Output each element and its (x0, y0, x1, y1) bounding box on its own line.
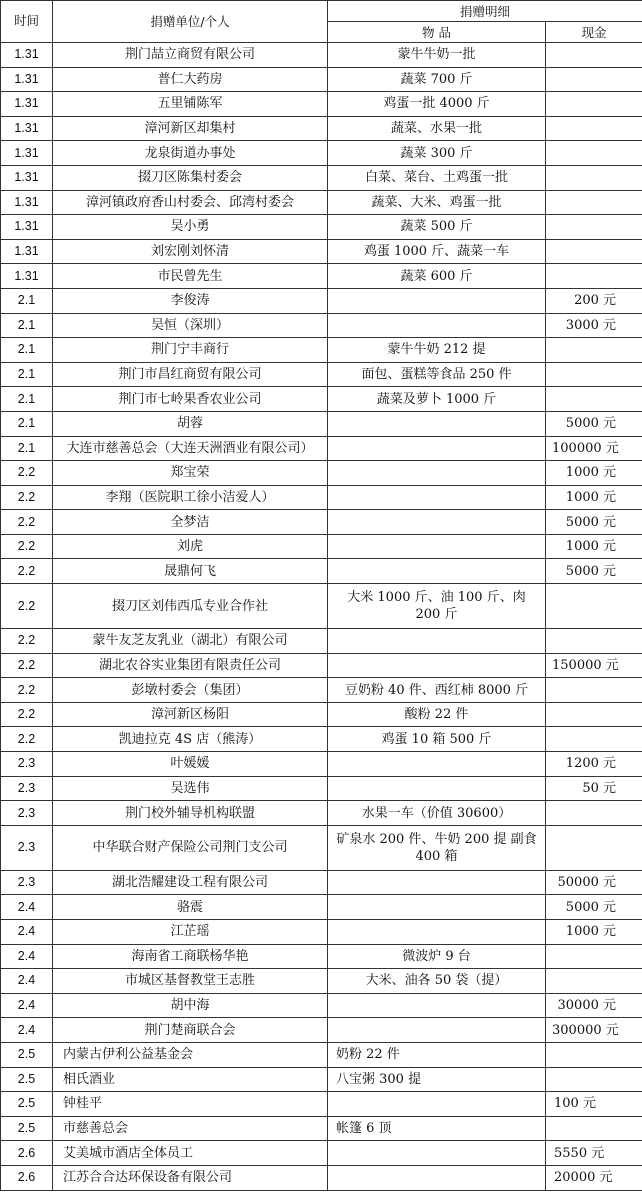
cell-cash (546, 629, 642, 654)
cell-time: 2.2 (1, 678, 53, 703)
cell-donor: 晟鼎何飞 (53, 559, 328, 584)
table-row (1, 165, 642, 190)
cell-cash: 30000 元 (546, 993, 642, 1018)
cell-donor: 普仁大药房 (53, 67, 328, 92)
cell-items: 蔬菜、大米、鸡蛋一批 (328, 190, 546, 215)
cell-donor: 荆门市昌红商贸有限公司 (53, 362, 328, 387)
cell-time: 2.4 (1, 993, 53, 1018)
cell-time: 2.4 (1, 1018, 53, 1043)
table-row (1, 362, 642, 387)
table-row (1, 288, 642, 313)
cell-cash: 50000 元 (546, 870, 642, 895)
cell-time: 2.5 (1, 1092, 53, 1117)
cell-donor: 相氏酒业 (53, 1067, 328, 1092)
cell-items (328, 1018, 546, 1043)
cell-items: 蔬菜及萝卜 1000 斤 (328, 387, 546, 412)
cell-items: 蔬菜 700 斤 (328, 67, 546, 92)
cell-time: 2.5 (1, 1116, 53, 1141)
cell-items: 白菜、菜台、土鸡蛋一批 (328, 165, 546, 190)
table-row (1, 870, 642, 895)
table-row (1, 485, 642, 510)
cell-donor: 荆门楚商联合会 (53, 1018, 328, 1043)
cell-donor: 掇刀区刘伟西瓜专业合作社 (53, 584, 328, 629)
cell-cash (546, 678, 642, 703)
cell-cash (546, 801, 642, 826)
cell-cash (546, 387, 642, 412)
cell-time: 2.1 (1, 387, 53, 412)
cell-items: 蔬菜、水果一批 (328, 116, 546, 141)
cell-time: 2.3 (1, 801, 53, 826)
cell-cash: 1000 元 (546, 485, 642, 510)
cell-cash: 5000 元 (546, 559, 642, 584)
cell-time: 2.2 (1, 702, 53, 727)
table-row (1, 752, 642, 777)
cell-time: 2.2 (1, 653, 53, 678)
cell-time: 2.1 (1, 288, 53, 313)
cell-cash (546, 969, 642, 994)
cell-donor: 凯迪拉克 4S 店（熊涛） (53, 727, 328, 752)
cell-time: 2.2 (1, 584, 53, 629)
table-row (1, 264, 642, 289)
table-row (1, 702, 642, 727)
table-row (1, 920, 642, 945)
cell-items (328, 895, 546, 920)
cell-donor: 市城区基督教堂王志胜 (53, 969, 328, 994)
cell-time: 2.3 (1, 776, 53, 801)
cell-cash (546, 1042, 642, 1067)
cell-time: 2.4 (1, 944, 53, 969)
cell-donor: 荆门喆立商贸有限公司 (53, 43, 328, 68)
cell-cash (546, 116, 642, 141)
cell-cash: 5550 元 (546, 1141, 642, 1166)
cell-cash: 100000 元 (546, 436, 642, 461)
cell-time: 2.1 (1, 362, 53, 387)
cell-donor: 李俊涛 (53, 288, 328, 313)
cell-time: 1.31 (1, 239, 53, 264)
table-row (1, 116, 642, 141)
cell-items (328, 534, 546, 559)
cell-items (328, 993, 546, 1018)
cell-items (328, 288, 546, 313)
table-row (1, 239, 642, 264)
cell-items (328, 752, 546, 777)
cell-time: 2.1 (1, 313, 53, 338)
table-row (1, 653, 642, 678)
cell-donor: 大连市慈善总会（大连天洲酒业有限公司） (53, 436, 328, 461)
table-row (1, 436, 642, 461)
cell-donor: 吴选伟 (53, 776, 328, 801)
cell-time: 1.31 (1, 92, 53, 117)
cell-items: 蔬菜 500 斤 (328, 215, 546, 240)
cell-donor: 全梦洁 (53, 510, 328, 535)
cell-items (328, 776, 546, 801)
cell-time: 1.31 (1, 43, 53, 68)
cell-cash (546, 362, 642, 387)
cell-cash: 5000 元 (546, 411, 642, 436)
table-row (1, 895, 642, 920)
cell-cash (546, 702, 642, 727)
cell-time: 2.4 (1, 969, 53, 994)
header-detail: 捐赠明细 (328, 1, 642, 22)
cell-time: 1.31 (1, 141, 53, 166)
cell-donor: 艾美城市酒店全体员工 (53, 1141, 328, 1166)
cell-items: 矿泉水 200 件、牛奶 200 提 副食 400 箱 (328, 825, 546, 870)
cell-time: 2.1 (1, 436, 53, 461)
cell-donor: 湖北浩耀建设工程有限公司 (53, 870, 328, 895)
cell-time: 2.6 (1, 1165, 53, 1190)
cell-time: 2.5 (1, 1042, 53, 1067)
cell-time: 1.31 (1, 215, 53, 240)
table-row (1, 534, 642, 559)
cell-cash (546, 165, 642, 190)
cell-items (328, 436, 546, 461)
header-time: 时间 (1, 1, 53, 43)
table-row (1, 629, 642, 654)
cell-donor: 蒙牛友芝友乳业（湖北）有限公司 (53, 629, 328, 654)
table-row (1, 969, 642, 994)
header-items: 物 品 (328, 22, 546, 43)
cell-cash: 200 元 (546, 288, 642, 313)
cell-items: 鸡蛋 10 箱 500 斤 (328, 727, 546, 752)
cell-items: 蒙牛牛奶一批 (328, 43, 546, 68)
cell-time: 2.1 (1, 338, 53, 363)
cell-donor: 市民曾先生 (53, 264, 328, 289)
cell-donor: 江芷瑶 (53, 920, 328, 945)
cell-donor: 叶媛媛 (53, 752, 328, 777)
cell-items: 鸡蛋 1000 斤、蔬菜一车 (328, 239, 546, 264)
table-row (1, 1018, 642, 1043)
table-row (1, 313, 642, 338)
cell-time: 2.2 (1, 727, 53, 752)
table-row (1, 1042, 642, 1067)
cell-cash (546, 825, 642, 870)
cell-cash: 5000 元 (546, 895, 642, 920)
cell-donor: 海南省工商联杨华艳 (53, 944, 328, 969)
cell-time: 2.5 (1, 1067, 53, 1092)
cell-cash (546, 92, 642, 117)
cell-time: 2.6 (1, 1141, 53, 1166)
cell-donor: 彭墩村委会（集团） (53, 678, 328, 703)
cell-time: 2.3 (1, 870, 53, 895)
cell-time: 2.2 (1, 534, 53, 559)
cell-donor: 吴小勇 (53, 215, 328, 240)
cell-cash: 50 元 (546, 776, 642, 801)
cell-donor: 郑宝荣 (53, 461, 328, 486)
cell-cash (546, 239, 642, 264)
cell-items (328, 510, 546, 535)
cell-cash (546, 215, 642, 240)
cell-time: 2.4 (1, 895, 53, 920)
table-row (1, 559, 642, 584)
cell-time: 1.31 (1, 264, 53, 289)
cell-donor: 掇刀区陈集村委会 (53, 165, 328, 190)
cell-items (328, 870, 546, 895)
cell-donor: 市慈善总会 (53, 1116, 328, 1141)
cell-items: 大米、油各 50 袋（提） (328, 969, 546, 994)
cell-cash (546, 1067, 642, 1092)
cell-items (328, 461, 546, 486)
cell-donor: 刘虎 (53, 534, 328, 559)
cell-cash (546, 264, 642, 289)
cell-time: 1.31 (1, 190, 53, 215)
table-row (1, 944, 642, 969)
cell-time: 1.31 (1, 165, 53, 190)
table-row (1, 190, 642, 215)
table-row (1, 678, 642, 703)
cell-time: 2.2 (1, 510, 53, 535)
table-row (1, 1092, 642, 1117)
table-row (1, 141, 642, 166)
cell-donor: 吴恒（深圳） (53, 313, 328, 338)
cell-cash (546, 727, 642, 752)
cell-items: 蔬菜 300 斤 (328, 141, 546, 166)
table-row (1, 993, 642, 1018)
cell-items: 酸粉 22 件 (328, 702, 546, 727)
cell-time: 2.2 (1, 461, 53, 486)
cell-donor: 钟桂平 (53, 1092, 328, 1117)
header-cash: 现金 (546, 22, 642, 43)
cell-items: 鸡蛋一批 4000 斤 (328, 92, 546, 117)
cell-time: 2.4 (1, 920, 53, 945)
cell-time: 2.3 (1, 752, 53, 777)
cell-donor: 胡中海 (53, 993, 328, 1018)
cell-cash (546, 584, 642, 629)
cell-donor: 江苏合合达环保设备有限公司 (53, 1165, 328, 1190)
table-row (1, 801, 642, 826)
cell-donor: 湖北农谷实业集团有限责任公司 (53, 653, 328, 678)
table-row (1, 1116, 642, 1141)
table-row (1, 776, 642, 801)
table-row (1, 67, 642, 92)
cell-cash (546, 43, 642, 68)
table-row (1, 92, 642, 117)
cell-cash: 1000 元 (546, 461, 642, 486)
cell-time: 1.31 (1, 116, 53, 141)
cell-items (328, 1141, 546, 1166)
cell-items: 奶粉 22 件 (328, 1042, 546, 1067)
cell-time: 2.1 (1, 411, 53, 436)
cell-donor: 骆震 (53, 895, 328, 920)
header-row-1 (1, 1, 642, 22)
cell-items: 八宝粥 300 提 (328, 1067, 546, 1092)
table-row (1, 584, 642, 629)
header-donor: 捐赠单位/个人 (53, 1, 328, 43)
cell-donor: 李翔（医院职工徐小洁爱人） (53, 485, 328, 510)
cell-items (328, 920, 546, 945)
cell-cash (546, 141, 642, 166)
cell-donor: 荆门宁丰商行 (53, 338, 328, 363)
cell-items (328, 411, 546, 436)
cell-donor: 中华联合财产保险公司荆门支公司 (53, 825, 328, 870)
cell-cash: 1200 元 (546, 752, 642, 777)
table-row (1, 727, 642, 752)
table-row (1, 1165, 642, 1190)
table-row (1, 215, 642, 240)
cell-cash: 1000 元 (546, 534, 642, 559)
cell-items (328, 1165, 546, 1190)
cell-cash: 3000 元 (546, 313, 642, 338)
cell-cash (546, 190, 642, 215)
cell-items (328, 485, 546, 510)
cell-cash: 5000 元 (546, 510, 642, 535)
cell-cash: 20000 元 (546, 1165, 642, 1190)
cell-donor: 荆门校外辅导机构联盟 (53, 801, 328, 826)
cell-items (328, 1092, 546, 1117)
cell-donor: 漳河新区却集村 (53, 116, 328, 141)
cell-donor: 五里铺陈军 (53, 92, 328, 117)
cell-time: 1.31 (1, 67, 53, 92)
cell-items: 面包、蛋糕等食品 250 件 (328, 362, 546, 387)
table-row (1, 387, 642, 412)
table-row (1, 1141, 642, 1166)
cell-time: 2.2 (1, 485, 53, 510)
cell-time: 2.2 (1, 629, 53, 654)
cell-items: 大米 1000 斤、油 100 斤、肉 200 斤 (328, 584, 546, 629)
cell-time: 2.3 (1, 825, 53, 870)
cell-items (328, 559, 546, 584)
cell-items: 豆奶粉 40 件、西红柿 8000 斤 (328, 678, 546, 703)
table-row (1, 43, 642, 68)
cell-cash: 1000 元 (546, 920, 642, 945)
cell-items (328, 653, 546, 678)
cell-cash (546, 1116, 642, 1141)
cell-items: 水果一车（价值 30600） (328, 801, 546, 826)
cell-items: 帐篷 6 顶 (328, 1116, 546, 1141)
cell-items (328, 313, 546, 338)
cell-items: 蔬菜 600 斤 (328, 264, 546, 289)
cell-time: 2.2 (1, 559, 53, 584)
cell-cash: 100 元 (546, 1092, 642, 1117)
cell-donor: 龙泉街道办事处 (53, 141, 328, 166)
cell-cash: 150000 元 (546, 653, 642, 678)
cell-cash: 300000 元 (546, 1018, 642, 1043)
cell-donor: 荆门市七岭果香农业公司 (53, 387, 328, 412)
cell-cash (546, 338, 642, 363)
cell-donor: 内蒙古伊利公益基金会 (53, 1042, 328, 1067)
table-row (1, 338, 642, 363)
cell-donor: 漳河新区杨阳 (53, 702, 328, 727)
table-body (1, 43, 642, 1191)
cell-donor: 漳河镇政府香山村委会、邱湾村委会 (53, 190, 328, 215)
cell-donor: 刘宏刚刘怀清 (53, 239, 328, 264)
table-row (1, 825, 642, 870)
cell-cash (546, 67, 642, 92)
table-row (1, 510, 642, 535)
cell-cash (546, 944, 642, 969)
table-row (1, 461, 642, 486)
cell-items: 蒙牛牛奶 212 提 (328, 338, 546, 363)
table-row (1, 411, 642, 436)
table-row (1, 1067, 642, 1092)
cell-donor: 胡蓉 (53, 411, 328, 436)
cell-items: 微波炉 9 台 (328, 944, 546, 969)
cell-items (328, 629, 546, 654)
